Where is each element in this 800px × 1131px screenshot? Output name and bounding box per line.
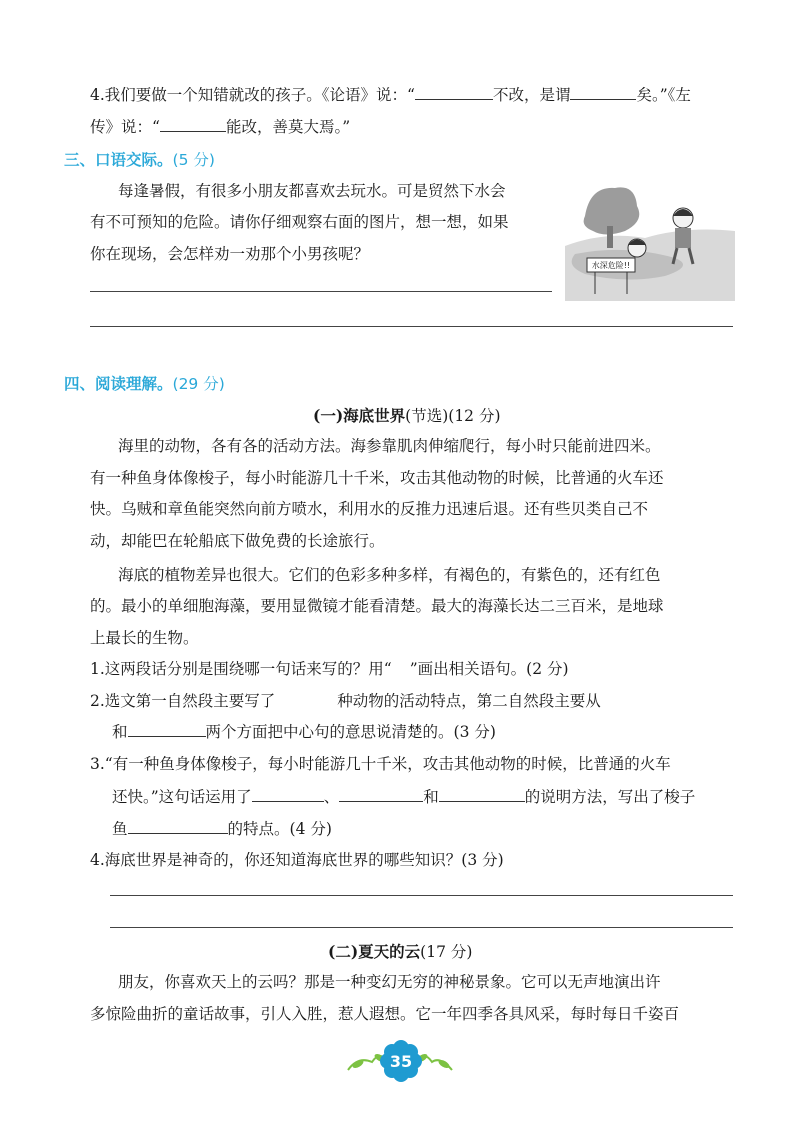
answer-line[interactable] (90, 326, 733, 327)
passage-line: 快。乌贼和章鱼能突然向前方喷水，利用水的反推力迅速后退。还有些贝类自己不 (90, 500, 649, 518)
question-3-text-c: 和 (423, 788, 439, 806)
section3-title (64, 148, 215, 170)
q4-blank-1[interactable] (415, 84, 493, 100)
page-number-badge (340, 1040, 462, 1082)
question-3-line1: 3.“有一种鱼身体像梭子，每小时能游几十千米，攻击其他动物的时候，比普通的火车 (90, 755, 671, 773)
passage-line: 海底的植物差异也很大。它们的色彩多种多样，有褐色的，有紫色的，还有红色 (118, 566, 661, 584)
question-3-blank-1[interactable] (252, 786, 324, 802)
q4-text-b: 不改，是谓 (492, 86, 571, 104)
q4-blank-2[interactable] (570, 84, 636, 100)
q4-text-d: 传》说：“ (90, 118, 160, 136)
question-2-text-c: 和 (112, 723, 128, 741)
question-2-text-b: 种动物的活动特点，第二自然段主要从 (337, 692, 601, 710)
part1-note: (节选)(12 分) (405, 407, 501, 425)
q4-line2 (90, 116, 350, 137)
question-2-text-d: 两个方面把中心句的意思说清楚的。(3 分) (205, 723, 496, 741)
answer-line[interactable] (90, 291, 552, 292)
passage-line: 上最长的生物。 (90, 629, 199, 647)
part1-title-text: (一)海底世界 (313, 406, 406, 425)
question-3-line3 (112, 818, 332, 839)
page-number: 35 (389, 1052, 413, 1071)
q4-text-a: 4.我们要做一个知错就改的孩子。《论语》说：“ (90, 86, 415, 104)
question-3-text-f: 的特点。(4 分) (227, 820, 332, 838)
question-2-line2 (112, 721, 496, 742)
part1-title (313, 404, 501, 426)
q4-text-e: 能改，善莫大焉。” (225, 118, 351, 136)
question-3-blank-2[interactable] (339, 786, 423, 802)
q4-blank-3[interactable] (160, 116, 226, 132)
section3-title-text: 三、口语交际。 (64, 151, 173, 169)
question-3-text-b: 、 (323, 788, 340, 806)
question-2-line1 (90, 690, 601, 711)
section4-title (64, 372, 225, 394)
question-3-blank-3[interactable] (439, 786, 525, 802)
section3-paragraph-line: 有不可预知的危险。请你仔细观察右面的图片，想一想，如果 (90, 213, 509, 231)
section4-points: (29 分) (172, 375, 225, 393)
part2-title-text: (二)夏天的云 (328, 942, 421, 961)
part2-title (328, 940, 472, 962)
section3-paragraph-line: 每逢暑假，有很多小朋友都喜欢去玩水。可是贸然下水会 (118, 182, 506, 200)
answer-line[interactable] (110, 895, 733, 896)
section4-title-text: 四、阅读理解。 (64, 375, 173, 393)
question-1 (90, 659, 569, 679)
passage-line: 动，却能巴在轮船底下做免费的长途旅行。 (90, 532, 385, 550)
question-3-text-d: 的说明方法，写出了梭子 (524, 788, 696, 806)
question-1-text-b: ”画出相关语句。(2 分) (409, 660, 569, 678)
question-3-line2 (112, 786, 695, 807)
part2-note: (17 分) (420, 943, 473, 961)
question-3-blank-4[interactable] (128, 818, 228, 834)
question-3-text-e: 鱼 (112, 820, 128, 838)
warning-sign-text: 水深危险!! (591, 261, 631, 270)
passage-line: 朋友，你喜欢天上的云吗？那是一种变幻无穷的神秘景象。它可以无声地演出许 (118, 973, 661, 991)
q4-line1 (90, 84, 691, 105)
water-safety-illustration (565, 176, 735, 301)
q4-text-c: 矣。”《左 (636, 86, 691, 104)
passage-line: 的。最小的单细胞海藻，要用显微镜才能看清楚。最大的海藻长达二三百米，是地球 (90, 597, 664, 615)
passage-line: 海里的动物，各有各的活动方法。海参靠肌肉伸缩爬行，每小时只能前进四米。 (118, 437, 661, 455)
passage-line: 有一种鱼身体像梭子，每小时能游几十千米，攻击其他动物的时候，比普通的火车还 (90, 469, 664, 487)
question-2-text-a: 2.选文第一自然段主要写了 (90, 692, 276, 710)
section3-points: (5 分) (172, 151, 215, 169)
question-3-text-a: 还快。”这句话运用了 (112, 788, 252, 806)
question-2-blank-2[interactable] (128, 721, 206, 737)
passage-line: 多惊险曲折的童话故事，引人入胜，惹人遐想。它一年四季各具风采，每时每日千姿百 (90, 1005, 680, 1023)
section3-paragraph-line: 你在现场，会怎样劝一劝那个小男孩呢？ (90, 245, 370, 263)
question-2-blank-1[interactable] (275, 690, 337, 706)
question-4: 4.海底世界是神奇的，你还知道海底世界的哪些知识？(3 分) (90, 851, 504, 869)
answer-line[interactable] (110, 927, 733, 928)
question-1-text-a: 1.这两段话分别是围绕哪一句话来写的？用“ (90, 660, 392, 678)
